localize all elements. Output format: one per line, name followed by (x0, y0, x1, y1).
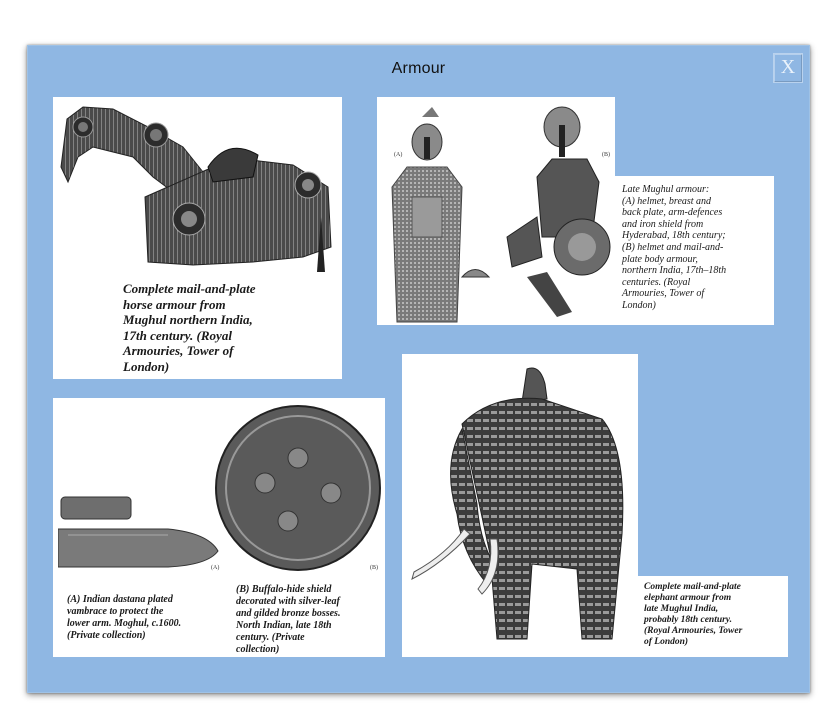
figure-a-label: (A) (394, 152, 403, 158)
elephant-caption: Complete mail-and-plate elephant armour from late Mughul India, probably 18th century. (Royal Armouries, Tower of London) (644, 582, 743, 647)
horse-armour-plate[interactable] (53, 97, 342, 379)
close-button[interactable] (773, 53, 803, 83)
shield-illustration (213, 403, 383, 573)
figure-b-label: (B) (602, 152, 610, 158)
close-icon: X (780, 56, 796, 78)
elephant-caption-box (638, 576, 788, 657)
vambrace-caption: (A) Indian dastana plated vambrace to protect the lower arm. Moghul, c.1600. (Private collection) (67, 594, 182, 641)
elephant-armour-plate[interactable] (402, 354, 638, 657)
armour-window (27, 45, 810, 693)
mughul-soldiers-plate[interactable] (377, 97, 615, 325)
soldiers-armour-illustration (377, 97, 615, 325)
vambrace-shield-plate[interactable] (53, 398, 385, 657)
vambrace-illustration (58, 493, 228, 573)
shield-caption: (B) Buffalo-hide shield decorated with silver-leaf and gilded bronze bosses. North Indian, late 18th century. (Private collection) (236, 584, 341, 655)
horse-armour-caption: Complete mail-and-plate horse armour from Mughul northern India, 17th century. (Royal Armouries, Tower of London) (123, 281, 256, 374)
soldiers-caption-box (615, 176, 774, 325)
horse-armour-illustration (53, 97, 342, 277)
window-title: Armour (391, 60, 446, 77)
elephant-armour-illustration (402, 354, 638, 657)
vambrace-label: (A) (211, 565, 220, 571)
soldiers-caption: Late Mughul armour: (A) helmet, breast and back plate, arm-defences and iron shield from Hyderabad, 18th century; (B) helmet and mail-and- plate body armour, northern India, 17th–18th centuries. (Royal Armouries, Tower of London) (622, 184, 727, 311)
shield-label: (B) (370, 565, 378, 571)
